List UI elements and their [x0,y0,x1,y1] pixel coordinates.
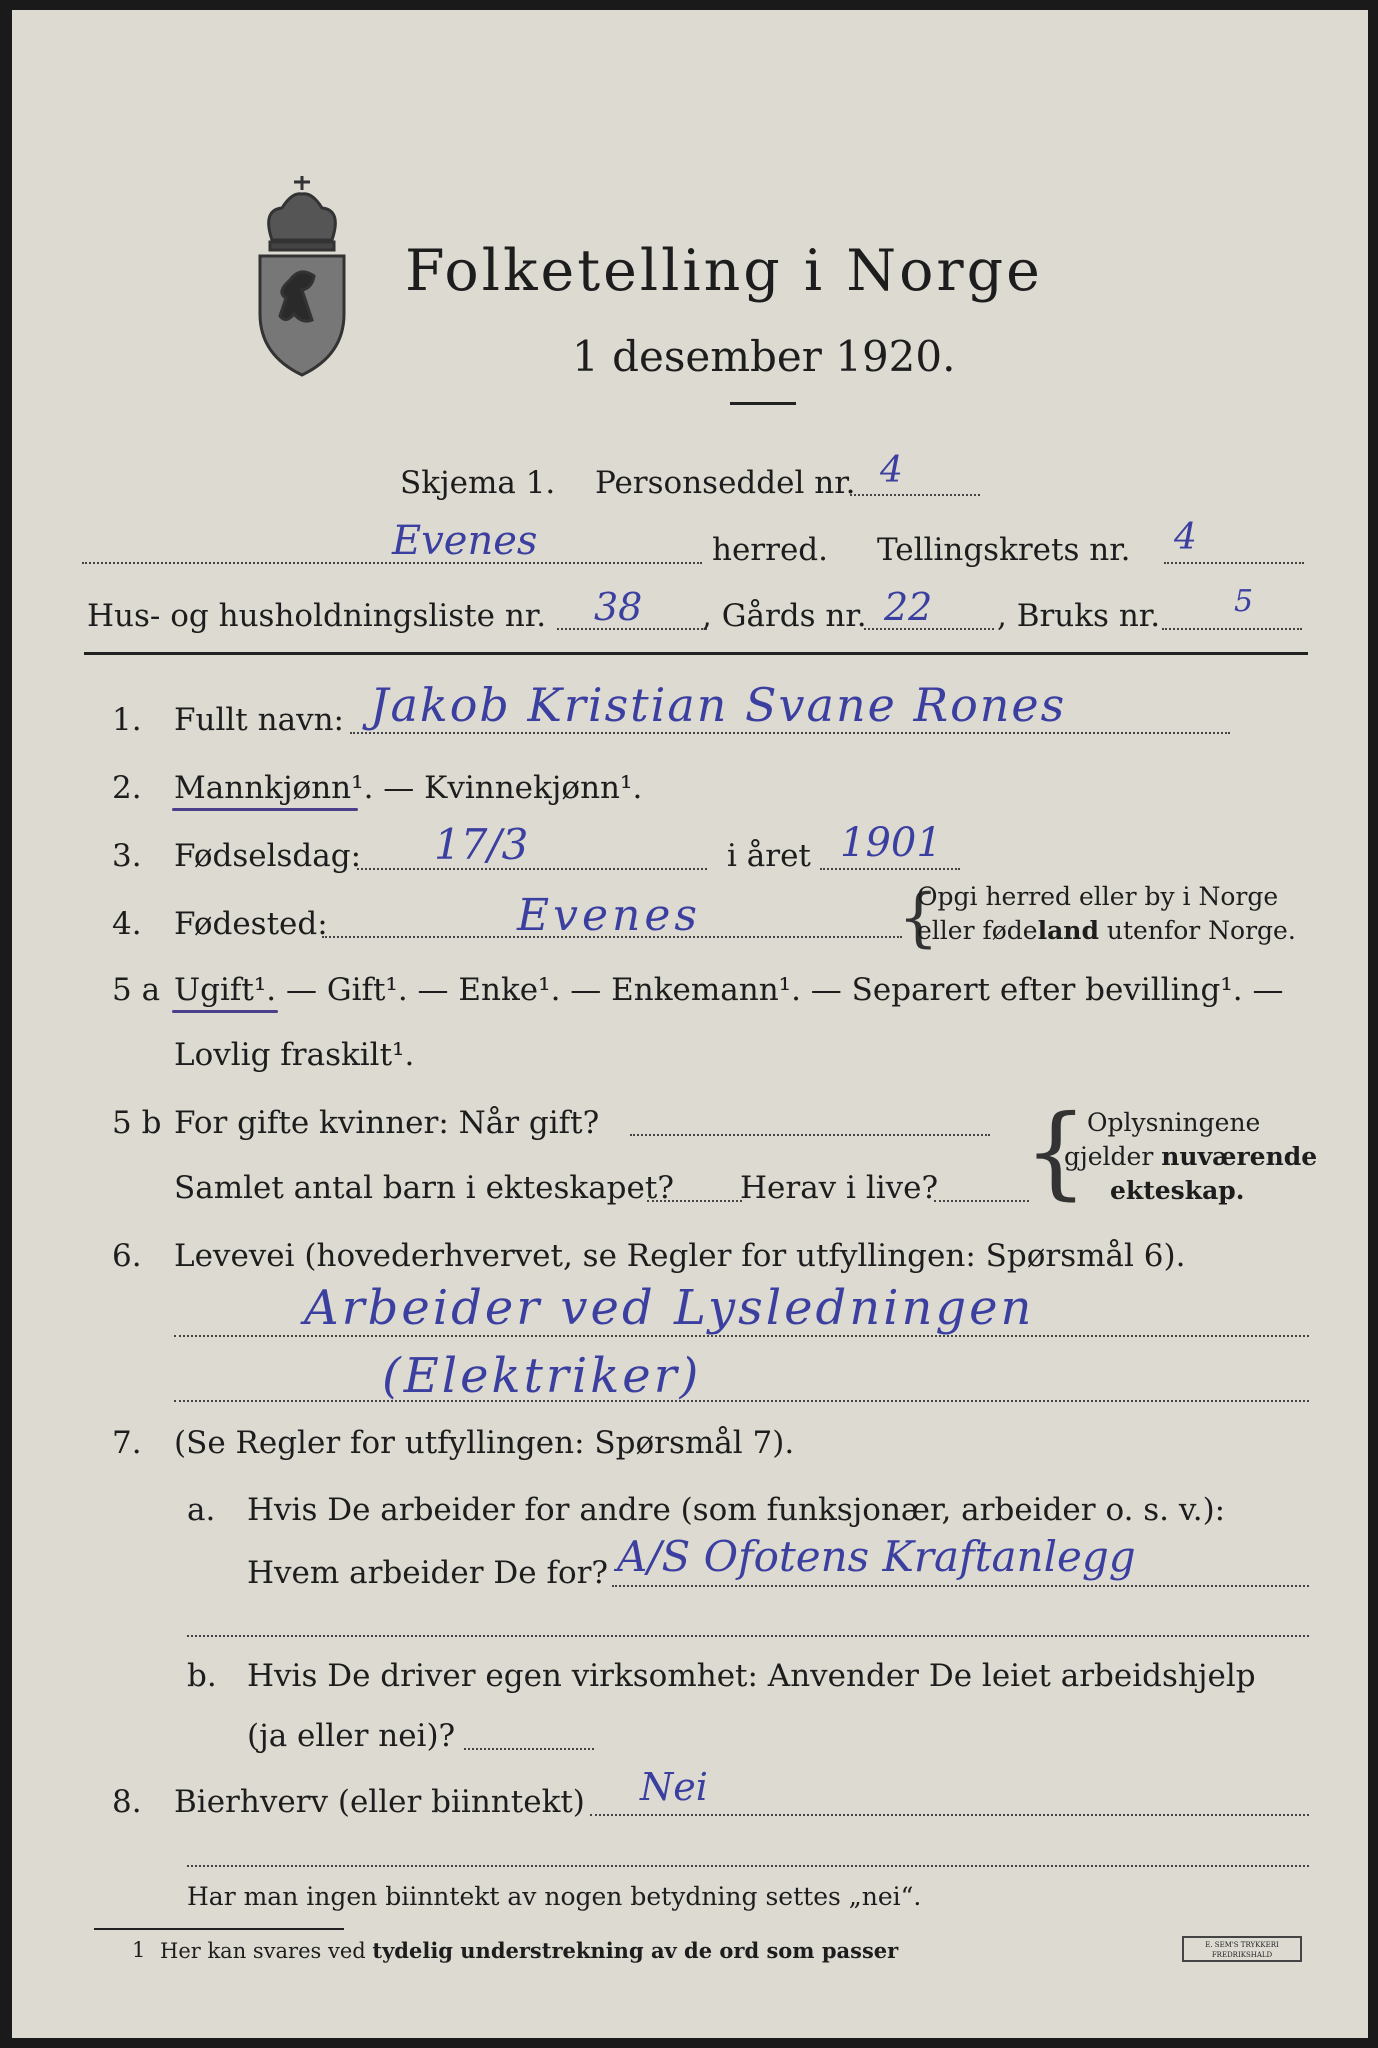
printer-stamp: E. SEM'S TRYKKERI FREDRIKSHALD [1182,1936,1302,1962]
q5b-note-part1: gjelder [1064,1142,1162,1171]
form-date: 1 desember 1920. [572,332,956,381]
married-date-field[interactable] [630,1134,990,1136]
census-form [12,10,1368,2038]
q5b-number: 5 b [112,1105,162,1141]
q5b-note-line2 [1064,1142,1317,1171]
bruks-field[interactable] [1162,628,1302,630]
q5b-label1: For gifte kvinner: Når gift? [174,1105,600,1141]
ugift-option[interactable]: Ugift¹. [174,972,277,1008]
full-name-field[interactable] [350,732,1230,734]
footnote-divider [94,1928,344,1930]
birthplace-value: Evenes [517,890,701,941]
q5a-line2[interactable]: Lovlig fraskilt¹. [174,1037,415,1073]
side-income-value: Nei [640,1765,708,1809]
hus-value: 38 [594,585,643,629]
q5a-options [174,972,1283,1008]
q7a-text: Hvis De arbeider for andre (som funksjonær, arbeider o. s. v.): [247,1492,1226,1528]
side-income-field[interactable] [590,1814,1309,1816]
birthyear-field[interactable] [820,868,960,870]
header-divider [84,652,1308,655]
birthyear-value: 1901 [840,820,942,866]
hus-label: Hus- og husholdningsliste nr. [87,598,547,634]
gards-value: 22 [884,585,933,629]
q4-number: 4. [112,906,142,942]
birthdate-value: 17/3 [434,820,529,869]
tellingskrets-field[interactable] [1164,562,1304,564]
q7-label: (Se Regler for utfyllingen: Spørsmål 7). [174,1425,795,1461]
mannkjonn-option[interactable]: Mannkjønn¹. [174,770,374,806]
q5b-label3: Herav i live? [740,1170,939,1206]
q3-number: 3. [112,838,142,874]
q7-number: 7. [112,1425,142,1461]
form-title: Folketelling i Norge [405,238,1043,304]
q5b-note-line3: ekteskap. [1110,1176,1245,1205]
q7b-label2: (ja eller nei)? [247,1718,456,1754]
q5b-note-bold: nuværende [1161,1142,1318,1171]
employer-field[interactable] [612,1585,1309,1587]
q4-note-part1: eller føde [917,916,1038,945]
q4-note-bold: land [1037,916,1099,945]
title-divider [730,402,796,405]
occupation-field-line2[interactable] [174,1400,1309,1402]
q5a-other-options[interactable]: — Gift¹. — Enke¹. — Enkemann¹. — Separert efter bevilling¹. — [276,972,1284,1008]
q2-separator: — [373,770,425,806]
ugift-underline [172,1010,278,1013]
footnote-bold: tydelig understrekning av de ord som passer [372,1938,899,1963]
footer-note: Har man ingen biinntekt av nogen betydning settes „nei“. [187,1882,922,1911]
employer-value: A/S Ofotens Kraftanlegg [617,1532,1136,1581]
side-income-field-line2[interactable] [187,1865,1309,1867]
personseddel-value: 4 [880,450,903,491]
occupation-value-line2: (Elektriker) [382,1348,702,1404]
footnote-number: 1 [132,1938,146,1962]
q8-label: Bierhverv (eller biinntekt) [174,1784,585,1820]
q4-note-line2 [917,916,1296,945]
occupation-value-line1: Arbeider ved Lysledningen [304,1280,1035,1336]
gards-label: , Gårds nr. [702,598,867,634]
bruks-label: , Bruks nr. [997,598,1161,634]
q5b-label2: Samlet antal barn i ekteskapet? [174,1170,674,1206]
footnote-part1: Her kan svares ved [160,1939,373,1963]
skjema-label: Skjema 1. [400,465,556,501]
q4-brace: { [898,881,939,955]
q6-label: Levevei (hovederhvervet, se Regler for utfyllingen: Spørsmål 6). [174,1238,1186,1274]
employer-field-line2[interactable] [187,1635,1309,1637]
mannkjonn-underline [172,808,358,811]
year-label: i året [727,838,811,874]
q7a-letter: a. [187,1492,216,1528]
q1-label: Fullt navn: [174,702,344,738]
q1-number: 1. [112,702,142,738]
q6-number: 6. [112,1238,142,1274]
q7b-letter: b. [187,1658,217,1694]
q5a-number: 5 a [112,972,161,1008]
q5b-note-line1: Oplysningene [1087,1108,1261,1137]
children-alive-field[interactable] [934,1200,1029,1202]
footnote-text [160,1938,898,1963]
children-count-field[interactable] [647,1200,742,1202]
q4-label: Fødested: [174,906,328,942]
tellingskrets-label: Tellingskrets nr. [877,532,1131,568]
q7b-text: Hvis De driver egen virksomhet: Anvender De leiet arbeidshjelp [247,1658,1256,1694]
herred-value: Evenes [392,518,538,564]
q4-note-line1: Opgi herred eller by i Norge [917,882,1279,911]
q3-label: Fødselsdag: [174,838,362,874]
tellingskrets-value: 4 [1174,517,1197,558]
q7a-label2: Hvem arbeider De for? [247,1555,609,1591]
kvinnekjonn-option[interactable]: Kvinnekjønn¹. [424,770,643,806]
q4-note-part3: utenfor Norge. [1098,916,1296,945]
q2-options [174,770,642,806]
personseddel-field[interactable] [850,494,980,496]
q2-number: 2. [112,770,142,806]
hired-help-field[interactable] [464,1748,594,1750]
herred-label: herred. [712,532,828,568]
bruks-value: 5 [1234,584,1254,619]
q8-number: 8. [112,1784,142,1820]
q5b-brace: { [1024,1093,1088,1210]
coat-of-arms-icon [242,170,362,380]
personseddel-label: Personseddel nr. [595,465,856,501]
full-name-value: Jakob Kristian Svane Rones [370,678,1067,732]
birthdate-field[interactable] [357,868,707,870]
